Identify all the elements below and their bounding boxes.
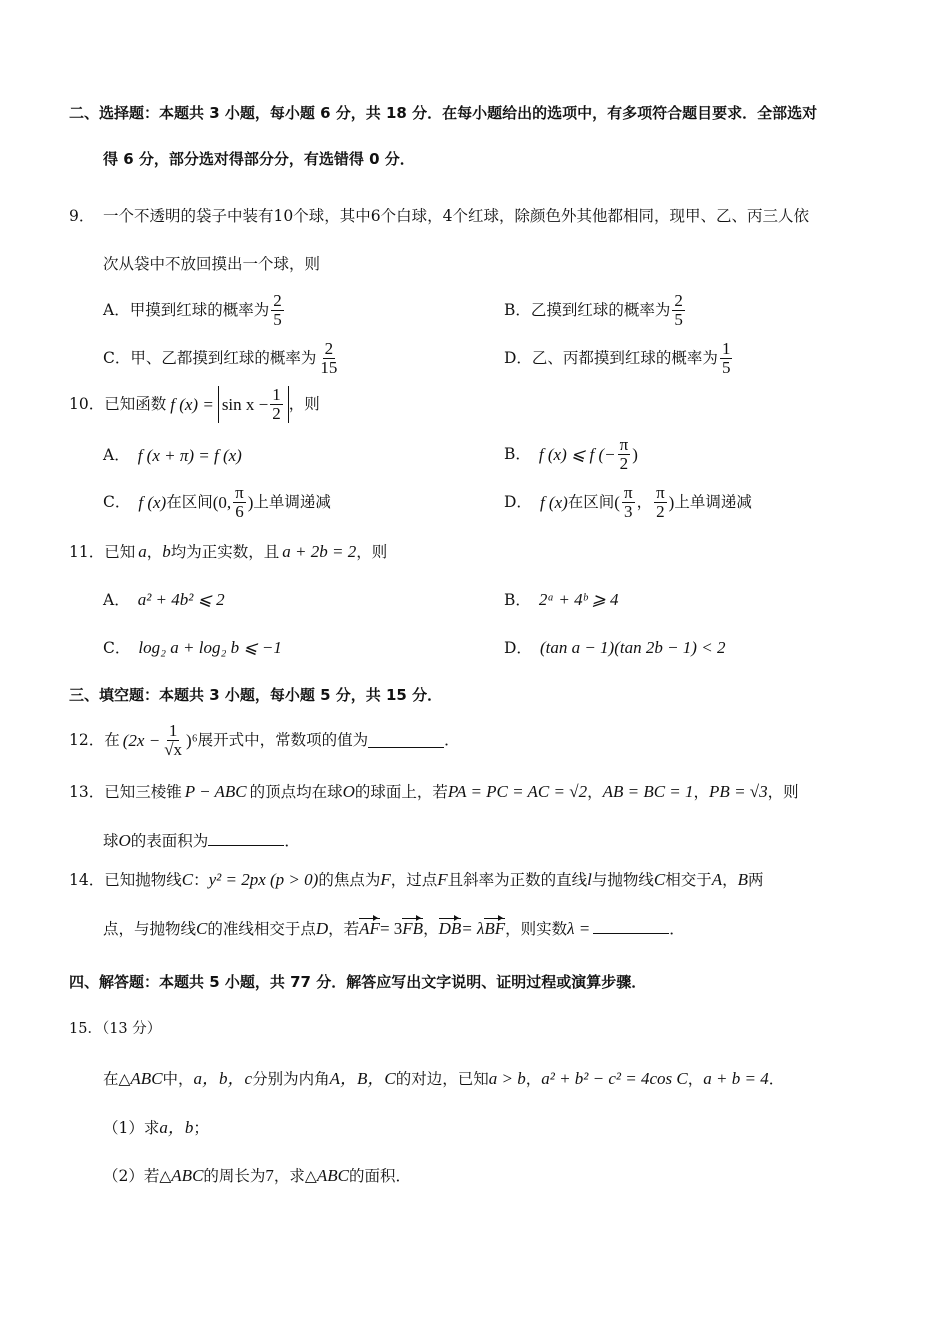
q11-a: a xyxy=(138,542,147,561)
q12-answer-blank[interactable] xyxy=(368,733,444,748)
q15-sides: a，b，c xyxy=(193,1069,253,1088)
q15-abc: ABC xyxy=(130,1069,163,1088)
q15-p2c: ，求△ xyxy=(273,1167,317,1185)
q11-option-b-expr: 2ᵃ + 4ᵇ ⩾ 4 xyxy=(538,590,619,609)
section-3-heading: 三、填空题：本题共 3 小题，每小题 5 分，共 15 分． xyxy=(69,686,443,704)
q10-option-b-label: B． xyxy=(504,444,531,463)
q14-a6: 与抛物线 xyxy=(591,871,654,889)
q15-p2n: 7 xyxy=(265,1166,274,1185)
numerator: π xyxy=(623,483,633,502)
q10-option-d xyxy=(504,484,752,521)
q15-s7: ． xyxy=(768,1070,785,1088)
numerator: 2 xyxy=(273,291,282,310)
q15-s5: ， xyxy=(525,1070,542,1088)
q10-option-b-close: ) xyxy=(632,444,638,464)
q14-a1: 已知抛物线 xyxy=(104,871,182,889)
q9-number: 9． xyxy=(69,207,95,225)
denominator: 6 xyxy=(235,501,244,521)
q11-b: b xyxy=(162,542,171,561)
q10-post: ，则 xyxy=(288,394,320,413)
q10-option-b-fraction xyxy=(618,436,631,473)
q10-option-d-fraction2 xyxy=(654,484,667,521)
q14-a7: 相交于 xyxy=(665,871,712,889)
q14-b3: ，若 xyxy=(328,920,360,938)
q15-p1b: ； xyxy=(193,1119,209,1137)
q10-number: 10． xyxy=(69,394,105,413)
q13-answer-blank[interactable] xyxy=(208,831,284,846)
numerator: 1 xyxy=(721,339,731,358)
q9-option-d xyxy=(504,340,734,377)
q11-stem-a: 已知 xyxy=(104,543,136,561)
q10-option-a xyxy=(103,447,242,464)
q11-comma: ， xyxy=(146,543,163,561)
q10-option-a-expr: f (x + π) = f (x) xyxy=(137,446,242,465)
q12-stem xyxy=(69,722,460,759)
q10-option-c xyxy=(103,484,331,521)
section-2-heading-line2: 得 6 分，部分选对得部分分，有选错得 0 分． xyxy=(103,150,415,168)
q9-option-b-fraction xyxy=(672,292,685,329)
q11-option-a-expr: a² + 4b² ⩽ 2 xyxy=(137,590,225,609)
numerator: 2 xyxy=(324,339,334,358)
q14-eqb: = λ xyxy=(461,919,485,938)
q15-s6: ， xyxy=(687,1070,704,1088)
q10-option-c-close: ) xyxy=(247,492,254,512)
q15-p2b: 的周长为 xyxy=(203,1167,266,1185)
q14-stem-line2 xyxy=(103,919,685,938)
q14-stem-line1 xyxy=(69,871,764,889)
q14-vector-db: DB xyxy=(438,919,462,938)
q14-eq: y² = 2px (p > 0) xyxy=(208,870,319,889)
q10-abs-value xyxy=(218,386,289,423)
q10-fx: f (x) = xyxy=(170,394,214,414)
q12-number: 12． xyxy=(69,730,105,749)
q14-vector-af: AF xyxy=(359,919,380,938)
q13-number: 13． xyxy=(69,783,105,801)
q14-c3: C xyxy=(196,919,208,938)
q15-p1a: （1）求 xyxy=(103,1119,160,1137)
q10-option-c-mid: 在区间 xyxy=(166,492,213,511)
q15-part1 xyxy=(103,1119,209,1137)
q13-stem-line2 xyxy=(103,831,300,850)
q15-ineq: a > b xyxy=(488,1069,526,1088)
q15-stem xyxy=(103,1070,784,1088)
q12-fraction xyxy=(162,722,184,759)
q10-option-d-close: ) xyxy=(668,492,675,512)
q15-p2d: 的面积． xyxy=(348,1167,411,1185)
q11-stem xyxy=(69,543,387,561)
q11-number: 11． xyxy=(69,543,105,561)
q14-c: C xyxy=(181,870,194,889)
q11-option-d xyxy=(504,639,725,657)
q10-option-b xyxy=(504,436,638,473)
q10-half xyxy=(270,386,283,423)
q13-o: O xyxy=(342,782,355,801)
q14-b: B xyxy=(737,870,749,889)
q15-p2abc: ABC xyxy=(171,1166,204,1185)
q14-vector-bf: BF xyxy=(484,919,506,938)
q11-option-c-label: C． xyxy=(103,639,131,657)
numerator: π xyxy=(619,435,629,454)
q14-a9: 两 xyxy=(748,871,764,889)
q12-end: ． xyxy=(444,730,460,749)
q9-option-c-fraction xyxy=(318,340,339,377)
denominator: 3 xyxy=(624,501,633,521)
q15-s1: 在△ xyxy=(103,1070,131,1088)
q15-sum: a + b = 4 xyxy=(703,1069,769,1088)
q13-sep2: ， xyxy=(693,783,710,801)
q11-option-d-label: D． xyxy=(504,639,532,657)
denominator: √x xyxy=(164,739,183,759)
q14-b2: 的准线相交于点 xyxy=(207,920,316,938)
q14-eqa: = 3 xyxy=(379,919,403,938)
q11-option-c-expr: log₂ a + log₂ b ⩽ −1 xyxy=(138,638,282,657)
q14-a3: 的焦点为 xyxy=(318,871,381,889)
q13-line2-b: 的表面积为 xyxy=(130,832,209,850)
q11-stem-b: 均为正实数，且 xyxy=(170,543,280,561)
q14-number: 14． xyxy=(69,871,105,889)
q10-option-d-f: f (x) xyxy=(539,492,568,512)
q11-option-b xyxy=(504,591,618,609)
q12-post: 展开式中，常数项的值为 xyxy=(197,730,369,749)
q14-a4: ，过点 xyxy=(390,871,438,889)
q15-part2 xyxy=(103,1167,411,1185)
q13-stem-line1 xyxy=(69,783,799,801)
numerator: π xyxy=(656,483,665,502)
q10-option-d-label: D． xyxy=(504,492,532,511)
denominator: 5 xyxy=(674,309,683,329)
q13-eq3: PB = √3 xyxy=(709,782,768,801)
q11-stem-c: ，则 xyxy=(356,543,388,561)
q13-eq1: PA = PC = AC = √2 xyxy=(447,782,588,801)
section-4-heading: 四、解答题：本题共 5 小题，共 77 分．解答应写出文字说明、证明过程或演算步骤． xyxy=(69,973,647,991)
q13-line1-d: ，则 xyxy=(767,783,799,801)
q13-eq2: AB = BC = 1 xyxy=(602,782,694,801)
q15-p2abc2: ABC xyxy=(316,1166,349,1185)
q13-line2-a: 球 xyxy=(103,832,119,850)
q11-option-d-expr: (tan a − 1)(tan 2b − 1) < 2 xyxy=(539,638,726,657)
q11-option-c xyxy=(103,639,282,657)
q9-option-a-text: A．甲摸到红球的概率为 xyxy=(103,300,270,319)
q11-option-a-label: A． xyxy=(103,591,130,609)
q9-option-d-text: D．乙、丙都摸到红球的概率为 xyxy=(504,348,718,367)
q10-option-b-expr: f (x) ⩽ f (− xyxy=(538,444,616,464)
q15-p2a: （2）若△ xyxy=(103,1167,172,1185)
q9-option-d-fraction xyxy=(720,340,733,377)
q10-option-c-open: (0, xyxy=(212,492,232,512)
q11-condition: a + 2b = 2 xyxy=(282,542,357,561)
q13-o2: O xyxy=(118,831,131,850)
q15-s2: 中， xyxy=(162,1070,194,1088)
q10-option-c-label: C． xyxy=(103,492,131,511)
q10-option-c-post: 上单调递减 xyxy=(253,492,331,511)
denominator: 2 xyxy=(272,403,281,423)
numerator: 1 xyxy=(272,385,281,404)
numerator: 2 xyxy=(674,291,683,310)
q9-stem-line2: 次从袋中不放回摸出一个球，则 xyxy=(103,255,321,273)
q9-option-c xyxy=(103,340,341,377)
q10-option-a-label: A． xyxy=(103,445,130,464)
q15-angles: A，B，C xyxy=(329,1069,396,1088)
q9-option-b xyxy=(504,292,687,329)
q10-option-d-mid: 在区间 xyxy=(567,492,615,511)
q14-b5: ，则实数 xyxy=(505,920,568,938)
q10-option-d-post: 上单调递减 xyxy=(674,492,752,511)
q14-a5: 且斜率为正数的直线 xyxy=(447,871,588,889)
q9-option-b-text: B．乙摸到红球的概率为 xyxy=(504,300,671,319)
q14-c2: C xyxy=(653,870,666,889)
denominator: 5 xyxy=(273,309,282,329)
q13-line1-c: 的球面上，若 xyxy=(354,783,448,801)
q14-b4: ， xyxy=(423,920,439,938)
q10-option-c-fraction xyxy=(233,484,246,521)
q13-pabc: P − ABC xyxy=(184,782,247,801)
q10-stem xyxy=(69,386,320,423)
q14-b1: 点，与抛物线 xyxy=(103,920,197,938)
q10-option-c-f: f (x) xyxy=(138,492,167,512)
q10-option-d-fraction1 xyxy=(622,484,635,521)
q14-a2: ： xyxy=(193,871,209,889)
q13-sep1: ， xyxy=(587,783,603,801)
q11-option-b-label: B． xyxy=(504,591,531,609)
q10-option-d-comma: ， xyxy=(636,492,653,511)
q13-line1-b: 的顶点均在球 xyxy=(249,783,343,801)
q12-pre: 在 xyxy=(104,730,120,749)
section-2-heading-line1: 二、选择题：本题共 3 小题，每小题 6 分，共 18 分．在每小题给出的选项中，有多项符合题目要求．全部选对 xyxy=(69,104,818,122)
q10-sin: sin x − xyxy=(221,394,269,414)
q15-s3: 分别为内角 xyxy=(252,1070,330,1088)
q13-end: ． xyxy=(284,832,300,850)
q14-end: ． xyxy=(669,920,685,938)
q9-option-c-text: C．甲、乙都摸到红球的概率为 xyxy=(103,348,317,367)
q9-stem-line1: 一个不透明的袋子中装有10个球，其中6个白球，4个红球，除颜色外其他都相同，现甲、乙、丙三人依 xyxy=(103,207,809,225)
denominator: 2 xyxy=(619,453,629,473)
q14-a: A xyxy=(711,870,723,889)
q10-pre: 已知函数 xyxy=(104,394,167,413)
q14-lambda: λ = xyxy=(567,919,591,938)
q9-option-a xyxy=(103,292,286,329)
q14-a8: ， xyxy=(722,871,738,889)
q15-eq: a² + b² − c² = 4cos C xyxy=(541,1069,688,1088)
q11-option-a xyxy=(103,591,225,609)
q14-l: l xyxy=(587,870,592,889)
q14-d: D xyxy=(315,919,329,938)
q9-option-a-fraction xyxy=(271,292,284,329)
q10-option-d-open: ( xyxy=(614,492,620,512)
q15-s4: 的对边，已知 xyxy=(395,1070,489,1088)
q14-f: F xyxy=(380,870,391,889)
denominator: 15 xyxy=(320,357,338,377)
q15-number: 15．（13 分） xyxy=(69,1021,162,1037)
q14-f2: F xyxy=(437,870,448,889)
q12-expr-open: (2x − xyxy=(122,730,161,750)
q14-vector-fb: FB xyxy=(402,919,424,938)
q14-answer-blank[interactable] xyxy=(593,919,669,934)
q12-expr-close: )⁶ xyxy=(186,730,198,750)
q15-p1m: a，b xyxy=(159,1118,194,1137)
denominator: 5 xyxy=(721,357,731,377)
q13-line1-a: 已知三棱锥 xyxy=(104,783,182,801)
denominator: 2 xyxy=(656,501,665,521)
numerator: π xyxy=(235,483,244,502)
numerator: 1 xyxy=(168,721,178,740)
